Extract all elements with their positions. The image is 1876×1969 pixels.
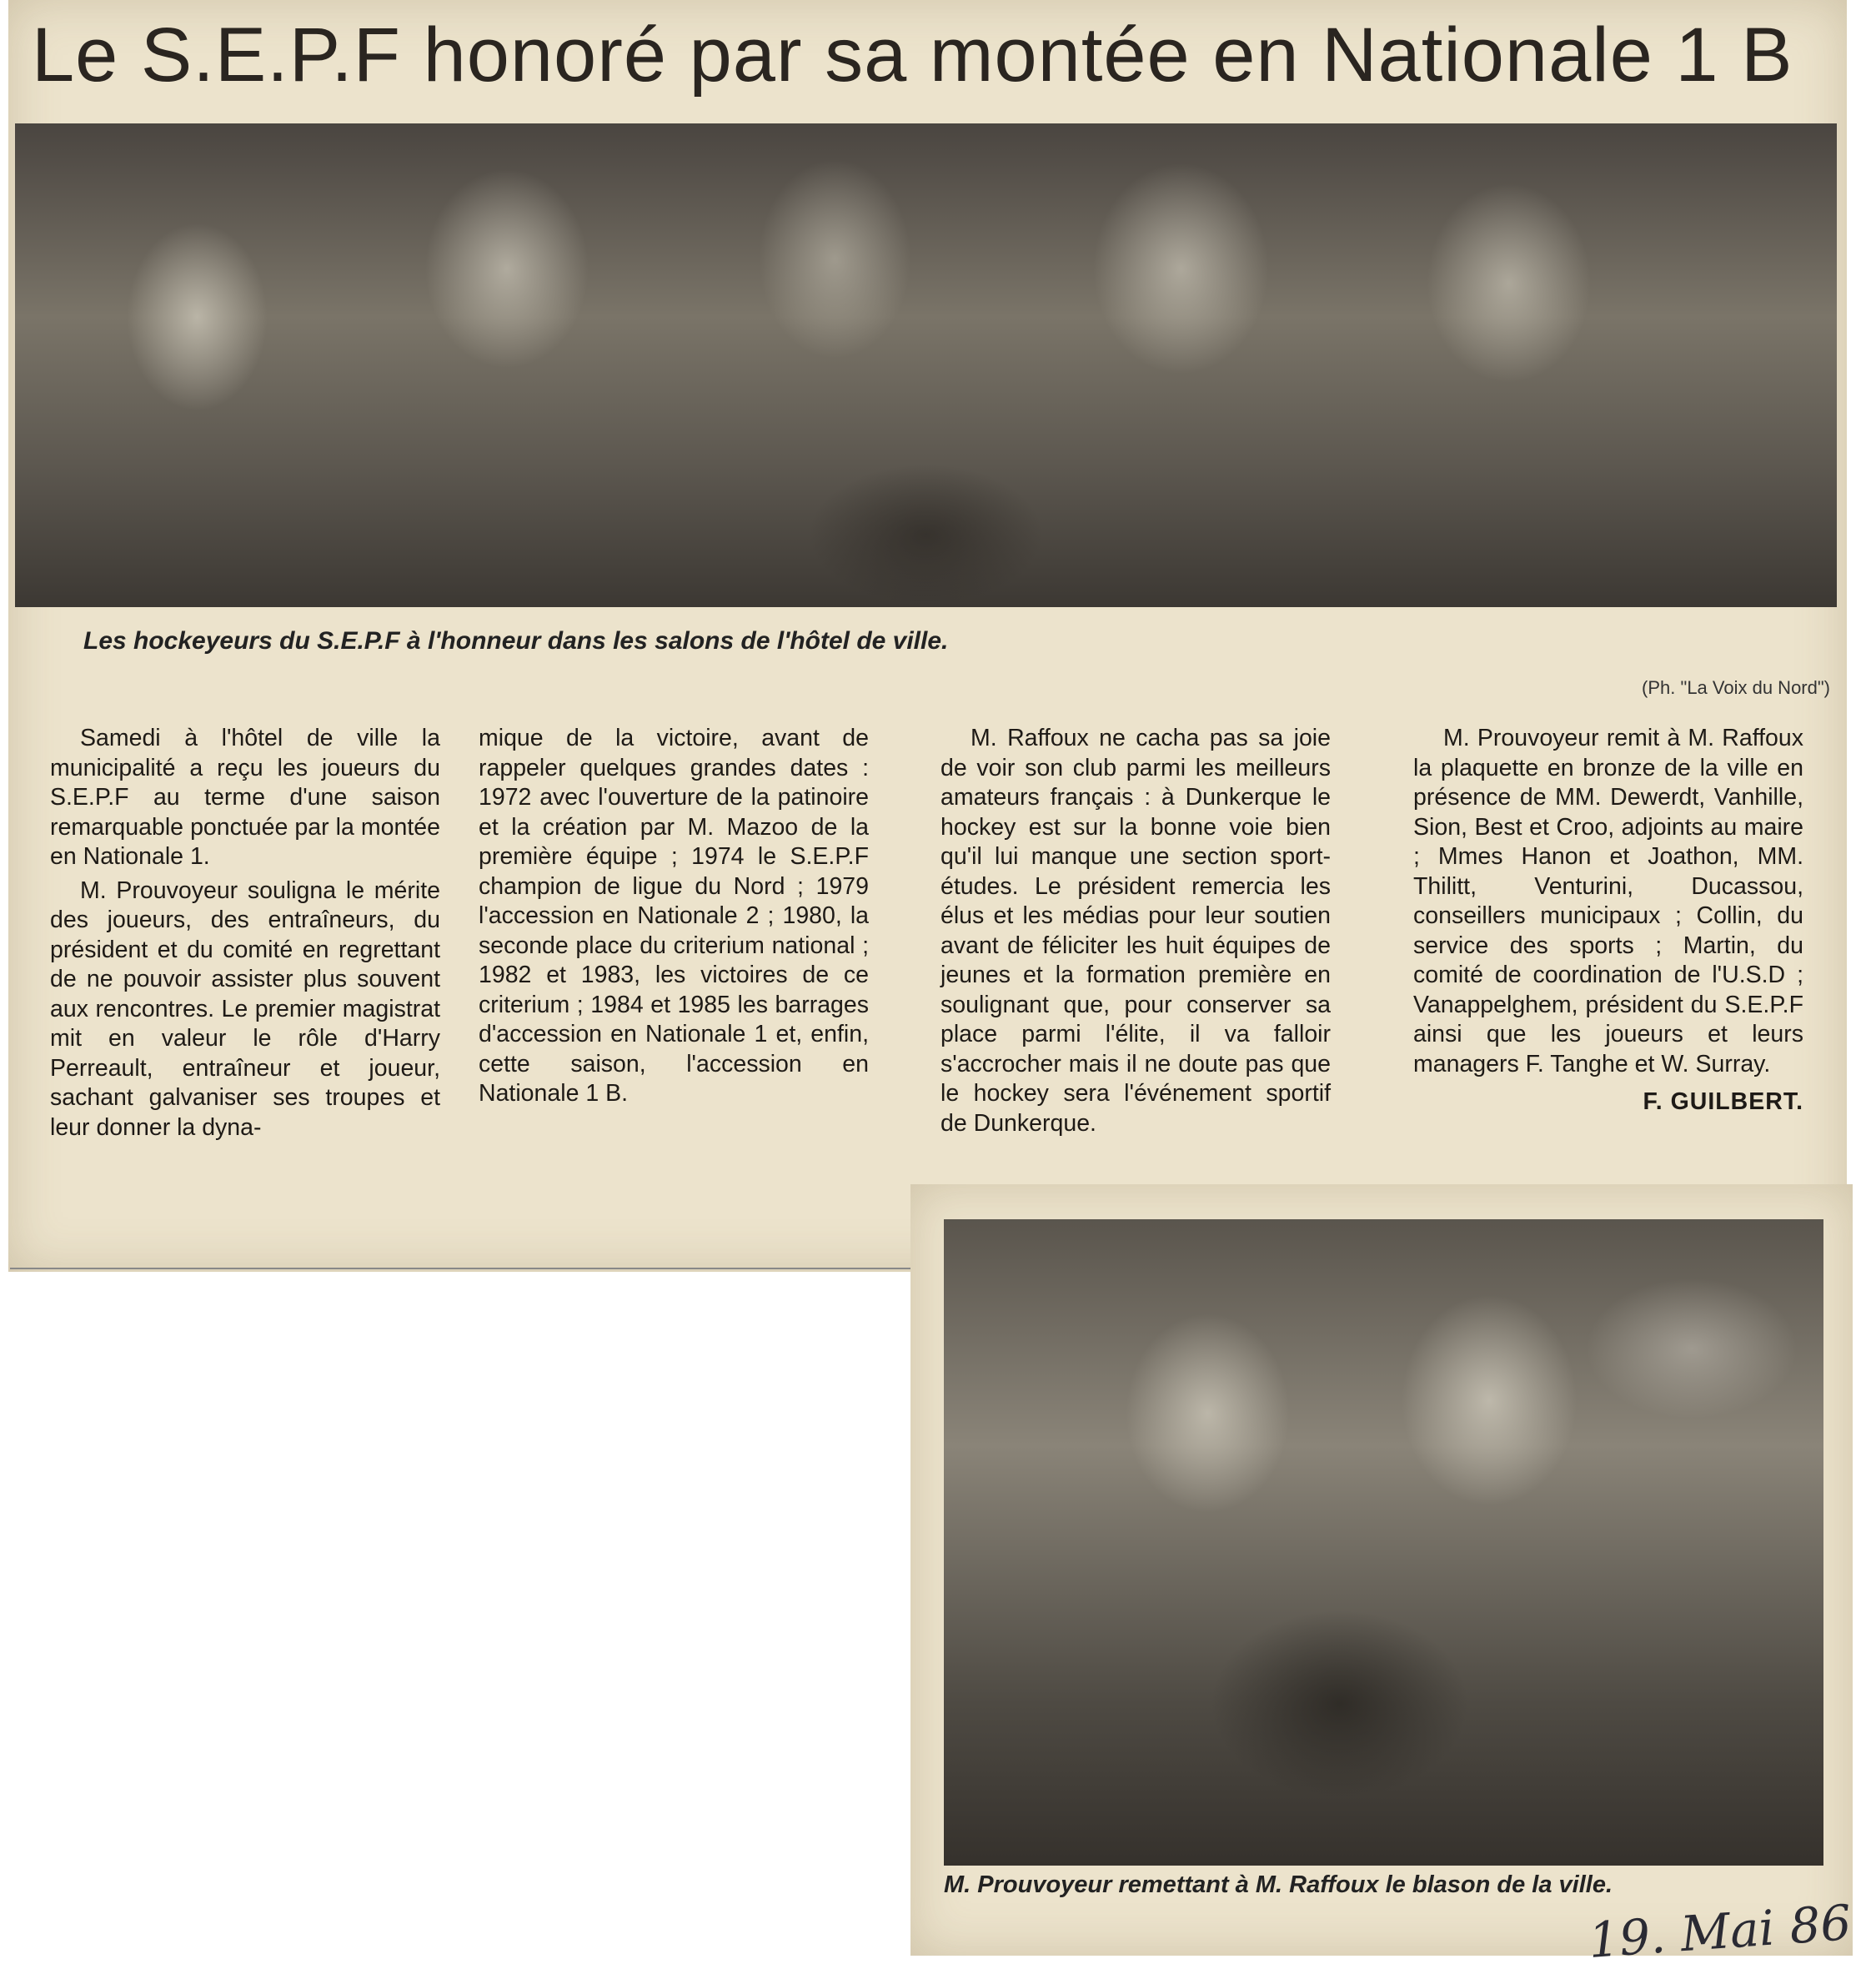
article-column-4 bbox=[1413, 724, 1803, 1118]
headline: Le S.E.P.F honoré par sa montée en Nationale 1 B bbox=[32, 13, 1793, 98]
article-body bbox=[50, 724, 1830, 1191]
paragraph: M. Prouvoyeur souligna le mérite des joueurs, des entraîneurs, du président et du comité en regrettant de ne pouvoir assister plus souvent aux rencontres. Le premier magistrat mit en valeur le rôle d'Harry Perreault, entraîneur et joueur, sachant galvaniser ses troupes et leur donner la dyna- bbox=[50, 877, 440, 1141]
team-photo bbox=[15, 123, 1837, 607]
team-photo-caption: Les hockeyeurs du S.E.P.F à l'honneur dans les salons de l'hôtel de ville. bbox=[83, 627, 949, 655]
paragraph: M. Prouvoyeur remit à M. Raffoux la plaquette en bronze de la ville en présence de MM. Dewerdt, Vanhille, Sion, Best et Croo, adjoints au maire ; Mmes Hanon et Joathon, MM. Thilitt, Venturini, Ducassou, conseillers municipaux ; Collin, du service des sports ; Martin, du comité de coordination de l'U.S.D ; Vanappelghem, président du S.E.P.F ainsi que les joueurs et leurs managers F. Tanghe et W. Surray. bbox=[1413, 725, 1803, 1077]
paragraph: Samedi à l'hôtel de ville la municipalité a reçu les joueurs du S.E.P.F au terme d'une saison remarquable ponctuée par la montée en Nationale 1. bbox=[50, 725, 440, 870]
article-column-2 bbox=[479, 724, 869, 1113]
article-column-3 bbox=[941, 724, 1331, 1143]
paragraph: mique de la victoire, avant de rappeler quelques grandes dates : 1972 avec l'ouverture de la patinoire et la création par M. Mazoo de la première équipe ; 1974 le S.E.P.F champion de ligue du Nord ; 1979 l'accession en Nationale 2 ; 1980, la seconde place du criterium national ; 1982 et 1983, les victoires de ce criterium ; 1984 et 1985 les barrages d'accession en Nationale 1 et, enfin, cette saison, l'accession en Nationale 1 B. bbox=[479, 725, 869, 1107]
handwritten-date: 19. Mai 86 bbox=[1587, 1894, 1853, 1969]
article-column-1 bbox=[50, 724, 440, 1147]
photo-credit: (Ph. "La Voix du Nord") bbox=[1642, 677, 1830, 698]
column-divider bbox=[10, 1268, 910, 1269]
award-photo bbox=[944, 1219, 1823, 1866]
award-photo-caption: M. Prouvoyeur remettant à M. Raffoux le blason de la ville. bbox=[944, 1871, 1613, 1898]
paragraph: M. Raffoux ne cacha pas sa joie de voir son club parmi les meilleurs amateurs français : à Dunkerque le hockey est sur la bonne voie bien qu'il lui manque une section sport-études. Le président remercia les élus et les médias pour leur soutien avant de féliciter les huit équipes de jeunes et la formation première en soulignant que, pour conserver sa place parmi l'élite, il va falloir s'accrocher mais il ne doute pas que le hockey sera l'événement sportif de Dunkerque. bbox=[941, 725, 1331, 1137]
author-signature: F. GUILBERT. bbox=[1643, 1088, 1803, 1115]
